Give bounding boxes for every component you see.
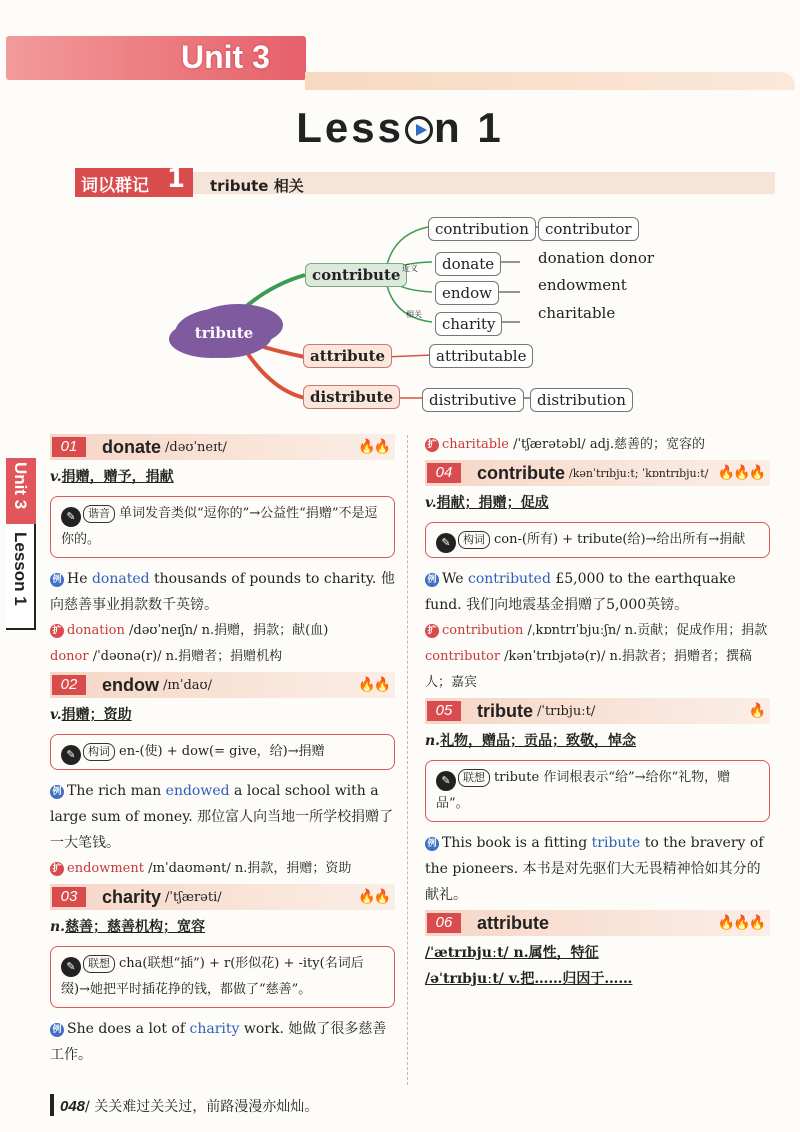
headword-donate: 01 donate /dəʊˈneɪt/ 🔥🔥 <box>50 434 395 460</box>
header-band <box>305 72 795 90</box>
node-donation-donor: donation donor <box>538 249 655 267</box>
node-endow: endow <box>435 281 499 305</box>
expand-icon: 扩 <box>425 624 439 638</box>
mind-map <box>170 205 690 425</box>
derivative: 扩 donation /dəʊˈneɪʃn/ n.捐赠，捐款；献(血) <box>50 618 395 644</box>
derivative: donor /ˈdəʊnə(r)/ n.捐赠者；捐赠机构 <box>50 649 283 664</box>
headword-tribute: 05 tribute /ˈtrɪbjuːt/ 🔥 <box>425 698 770 724</box>
meaning: v.捐赠，赠予，捐献 <box>50 469 174 485</box>
fire-icon: 🔥🔥 <box>358 439 389 455</box>
example-icon: 例 <box>425 573 439 587</box>
node-distributive: distributive <box>422 388 524 412</box>
brain-icon: ✎ <box>61 745 81 765</box>
fire-icon: 🔥🔥 <box>358 677 389 693</box>
memory-box: ✎ 联想 tribute 作词根表示“给”→给你“礼物，赠品”。 <box>425 760 770 822</box>
node-donate: donate <box>435 252 501 276</box>
fire-icon: 🔥🔥🔥 <box>717 915 764 931</box>
example: 例 The rich man endowed a local school with a large sum of money. 那位富人向当地一所学校捐赠了一大笔钱。 <box>50 783 394 851</box>
fire-icon: 🔥 <box>748 703 764 719</box>
node-charitable: charitable <box>538 304 616 322</box>
memory-box: ✎ 谐音 单词发音类似“逗你的”→公益性“捐赠”不是逗你的。 <box>50 496 395 558</box>
meaning: /əˈtrɪbjuːt/ v.把……归因于…… <box>425 971 633 987</box>
node-charity: charity <box>435 312 502 336</box>
derivative: 扩 endowment /ɪnˈdaʊmənt/ n.捐款，捐赠；资助 <box>50 856 395 882</box>
footer <box>50 1096 318 1116</box>
node-contribute: contribute <box>305 263 407 287</box>
group-topic: tribute 相关 <box>210 177 304 195</box>
play-icon[interactable] <box>405 116 433 144</box>
meaning: v.捐赠；资助 <box>50 707 132 723</box>
group-label: 词以群记 1 <box>75 168 193 197</box>
node-contributor: contributor <box>538 217 639 241</box>
memory-box: ✎ 构词 con-(所有) + tribute(给)→给出所有→捐献 <box>425 522 770 558</box>
expand-icon: 扩 <box>425 438 439 452</box>
headword-endow: 02 endow /ɪnˈdaʊ/ 🔥🔥 <box>50 672 395 698</box>
example: 例 She does a lot of charity work. 她做了很多慈善工作。 <box>50 1021 387 1063</box>
example: 例 He donated thousands of pounds to charity. 他向慈善事业捐款数千英镑。 <box>50 571 395 613</box>
expand-icon: 扩 <box>50 862 64 876</box>
unit-title: Unit 3 <box>181 39 270 75</box>
unit-banner <box>6 36 306 80</box>
example: 例 We contributed £5,000 to the earthquake fund. 我们向地震基金捐赠了5,000英镑。 <box>425 571 736 613</box>
left-column <box>50 432 395 1068</box>
derivative: 扩 contribution /ˌkɒntrɪˈbjuːʃn/ n.贡献；促成作用；捐款 <box>425 618 770 644</box>
mind-center-node: tribute <box>175 308 273 358</box>
derivative: contributor /kənˈtrɪbjətə(r)/ n.捐款者；捐赠者；撰稿人；嘉宾 <box>425 649 753 690</box>
column-divider <box>407 435 408 1085</box>
node-contribution: contribution <box>428 217 536 241</box>
derivative: 扩 charitable /ˈtʃærətəbl/ adj.慈善的；宽容的 <box>425 432 770 458</box>
example-icon: 例 <box>50 1023 64 1037</box>
memory-box: ✎ 构词 en-(使) + dow(= give，给)→捐赠 <box>50 734 395 770</box>
footer-motto: / 关关难过关关过，前路漫漫亦灿灿。 <box>85 1099 319 1115</box>
side-lesson: Lesson 1 <box>11 532 30 606</box>
headword-charity: 03 charity /ˈtʃærəti/ 🔥🔥 <box>50 884 395 910</box>
node-attribute: attribute <box>303 344 392 368</box>
brain-icon: ✎ <box>436 771 456 791</box>
headword-contribute: 04 contribute /kənˈtrɪbjuːt; ˈkɒntrɪbjuːt/ 🔥🔥🔥 <box>425 460 770 486</box>
right-column <box>425 432 770 992</box>
example-icon: 例 <box>425 837 439 851</box>
node-distribute: distribute <box>303 385 400 409</box>
meaning: v.捐献；捐赠；促成 <box>425 495 549 511</box>
example-icon: 例 <box>50 573 64 587</box>
node-attributable: attributable <box>429 344 533 368</box>
fire-icon: 🔥🔥🔥 <box>717 465 764 481</box>
tag-related: 相关 <box>406 310 422 319</box>
brain-icon: ✎ <box>436 533 456 553</box>
fire-icon: 🔥🔥 <box>358 889 389 905</box>
headword-attribute: 06 attribute 🔥🔥🔥 <box>425 910 770 936</box>
side-unit: Unit 3 <box>11 462 30 510</box>
meaning: n.慈善；慈善机构；宽容 <box>50 919 206 935</box>
node-distribution: distribution <box>530 388 633 412</box>
expand-icon: 扩 <box>50 624 64 638</box>
brain-icon: ✎ <box>61 957 81 977</box>
node-endowment: endowment <box>538 276 627 294</box>
brain-icon: ✎ <box>61 507 81 527</box>
lesson-title: Less n 1 <box>296 104 504 151</box>
meaning: /ˈætrɪbjuːt/ n.属性，特征 <box>425 945 599 961</box>
meaning: n.礼物，赠品；贡品；致敬，悼念 <box>425 733 637 749</box>
example-icon: 例 <box>50 785 64 799</box>
tag-synonym: 近义 <box>402 264 418 273</box>
memory-box: ✎ 联想 cha(联想“插”) + r(形似花) + -ity(名词后缀)→她把平时插花挣的钱，都做了“慈善”。 <box>50 946 395 1008</box>
example: 例 This book is a fitting tribute to the bravery of the pioneers. 本书是对先驱们大无畏精神恰如其分的献礼。 <box>425 835 764 903</box>
page-number: 048 <box>60 1098 86 1115</box>
